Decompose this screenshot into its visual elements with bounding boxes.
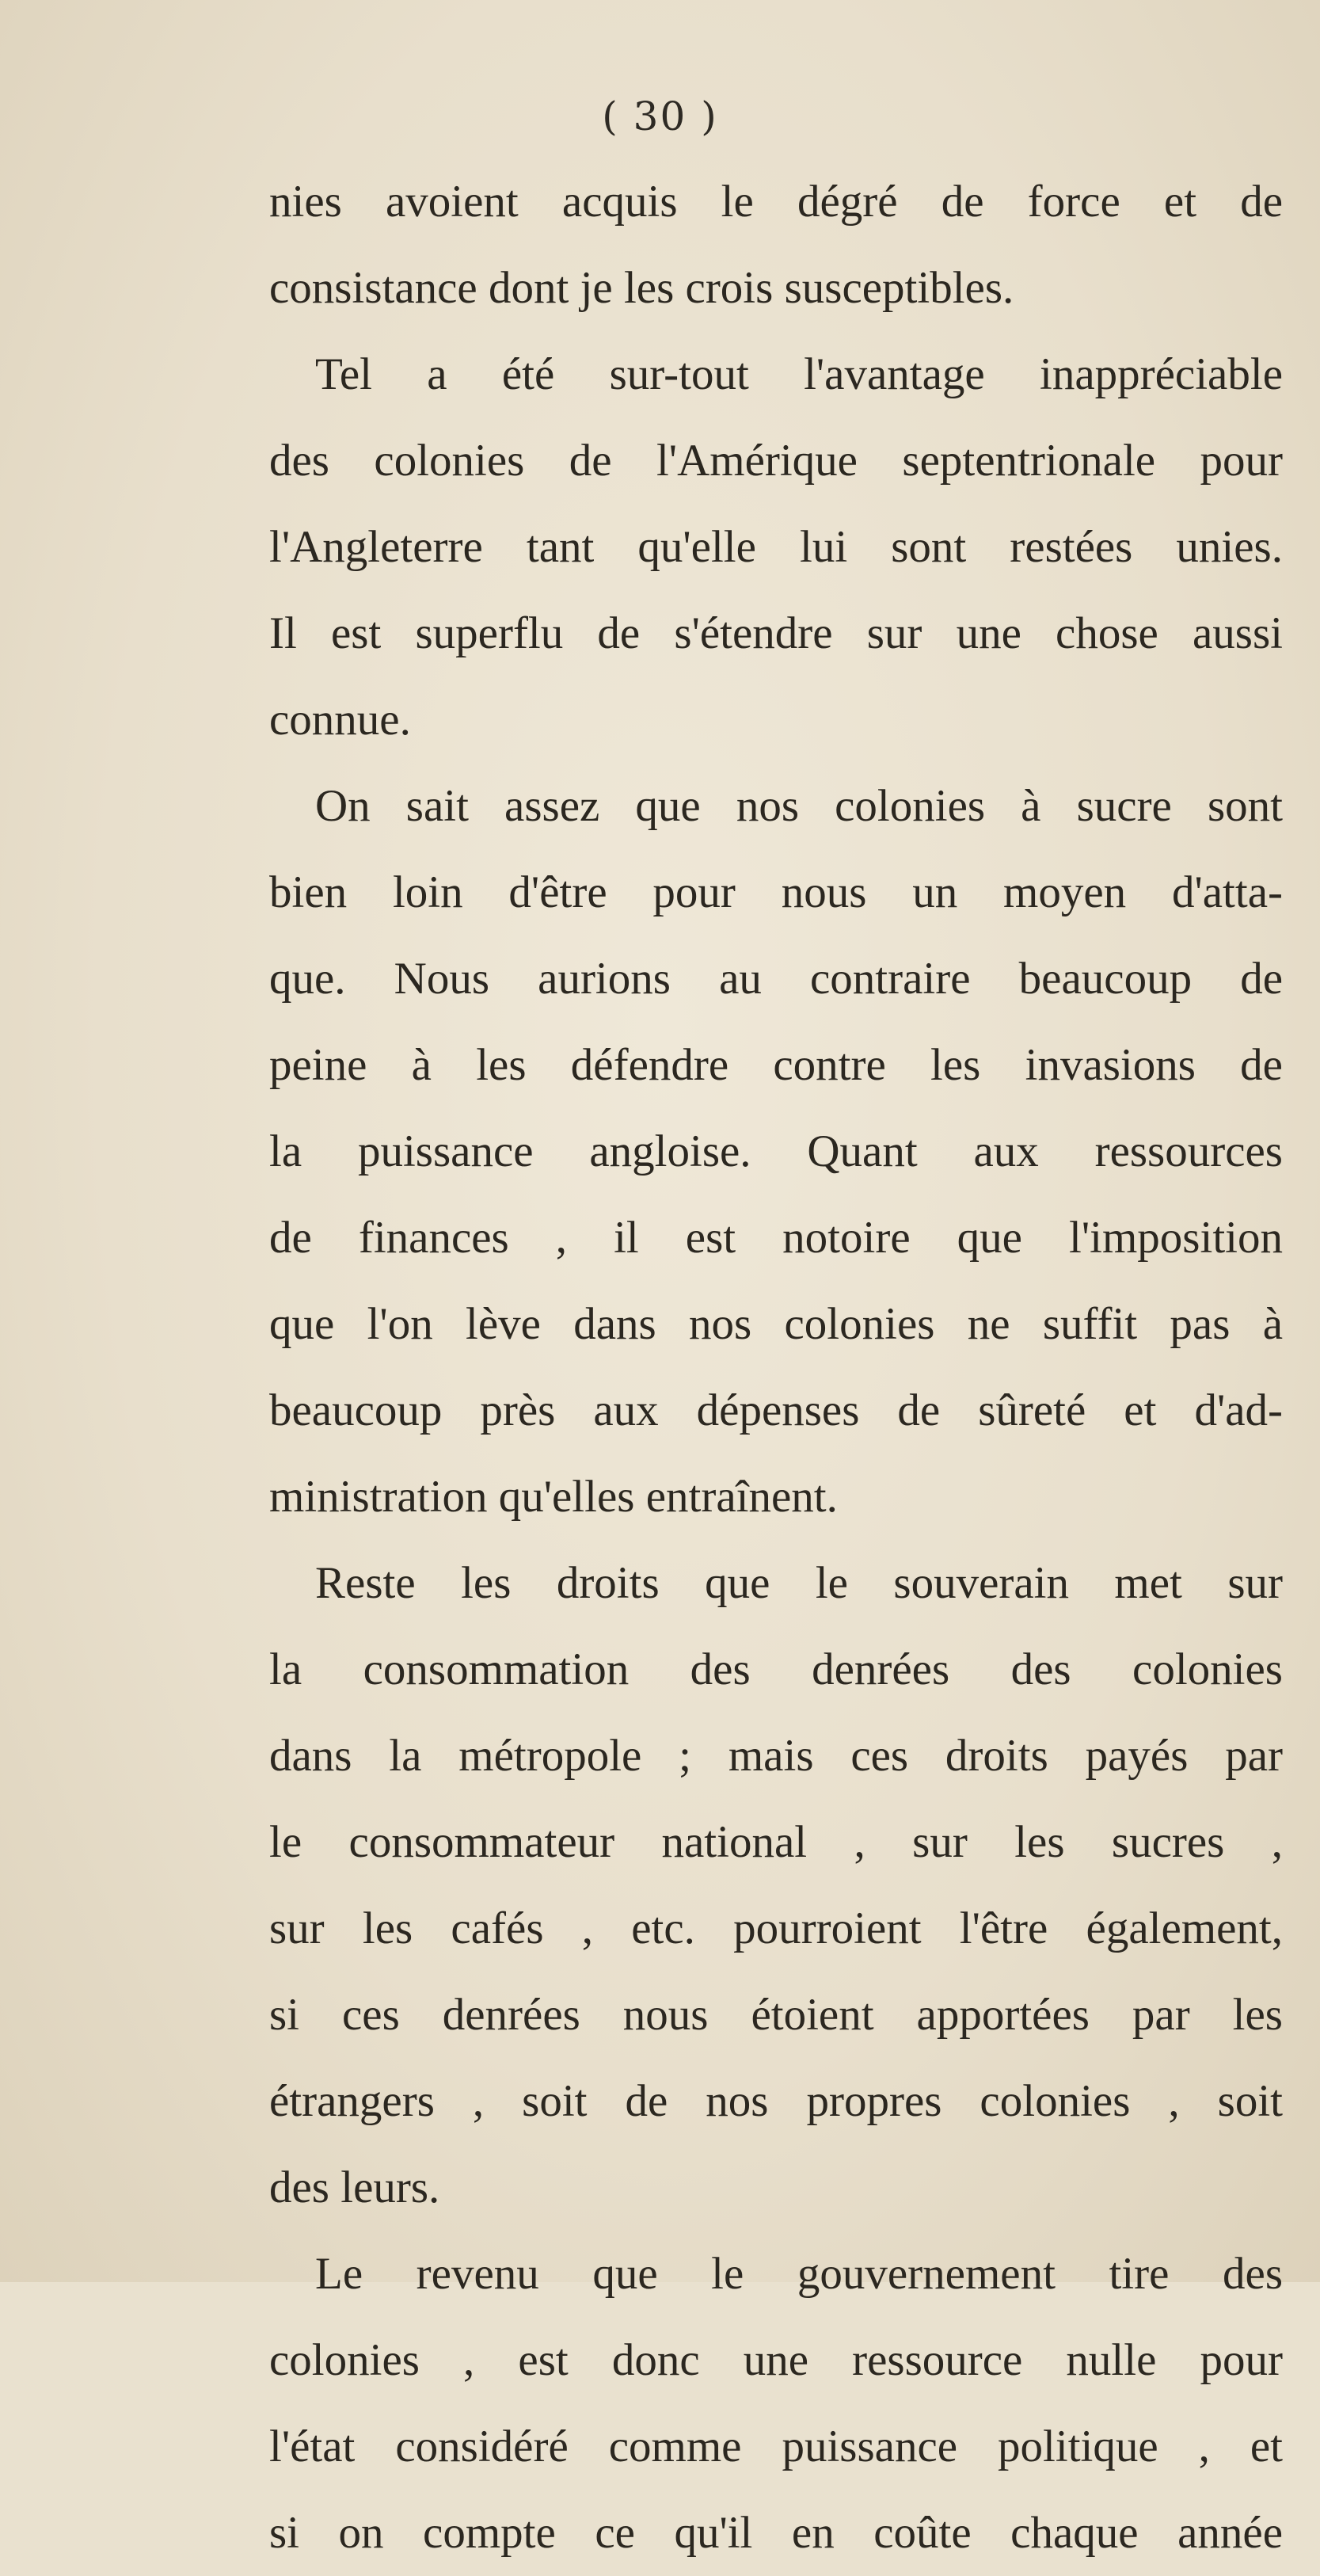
text-line: étrangers , soit de nos propres colonies , soit (269, 2076, 1283, 2126)
text-line: que l'on lève dans nos colonies ne suffit pas à (269, 1299, 1283, 1349)
text-line: dans la métropole ; mais ces droits payés par (269, 1731, 1283, 1781)
text-line: la consommation des denrées des colonies (269, 1644, 1283, 1694)
text-line: On sait assez que nos colonies à sucre sont (315, 781, 1283, 831)
text-line: la puissance angloise. Quant aux ressources (269, 1126, 1283, 1176)
text-line: bien loin d'être pour nous un moyen d'atta- (269, 867, 1283, 917)
text-line: sur les cafés , etc. pourroient l'être également, (269, 1903, 1283, 1953)
text-line: si on compte ce qu'il en coûte chaque année (269, 2508, 1283, 2558)
page-body-text (269, 158, 1283, 2576)
text-line: peine à les défendre contre les invasions de (269, 1040, 1283, 1090)
text-line: des colonies de l'Amérique septentrionale pour (269, 436, 1283, 486)
text-line: Il est superflu de s'étendre sur une chose aussi (269, 608, 1283, 658)
page-number: ( 30 ) (602, 93, 718, 139)
text-line: des leurs. (269, 2163, 440, 2212)
text-line: Tel a été sur-tout l'avantage inappréciable (315, 349, 1283, 399)
text-line: beaucoup près aux dépenses de sûreté et d'ad- (269, 1385, 1283, 1435)
text-line: consistance dont je les crois susceptibles. (269, 263, 1014, 313)
text-line: l'état considéré comme puissance politique , et (269, 2422, 1283, 2471)
text-line: ministration qu'elles entraînent. (269, 1472, 838, 1522)
text-line: le consommateur national , sur les sucres , (269, 1817, 1283, 1867)
text-line: Le revenu que le gouvernement tire des (315, 2249, 1283, 2299)
text-line: colonies , est donc une ressource nulle pour (269, 2335, 1283, 2385)
text-line: Reste les droits que le souverain met sur (315, 1558, 1283, 1608)
text-line: nies avoient acquis le dégré de force et de (269, 177, 1283, 227)
text-line: si ces denrées nous étoient apportées par les (269, 1990, 1283, 2040)
text-line: connue. (269, 695, 411, 745)
text-line: de finances , il est notoire que l'imposition (269, 1213, 1283, 1263)
text-line: que. Nous aurions au contraire beaucoup de (269, 954, 1283, 1004)
text-line: l'Angleterre tant qu'elle lui sont restées unies. (269, 522, 1283, 572)
